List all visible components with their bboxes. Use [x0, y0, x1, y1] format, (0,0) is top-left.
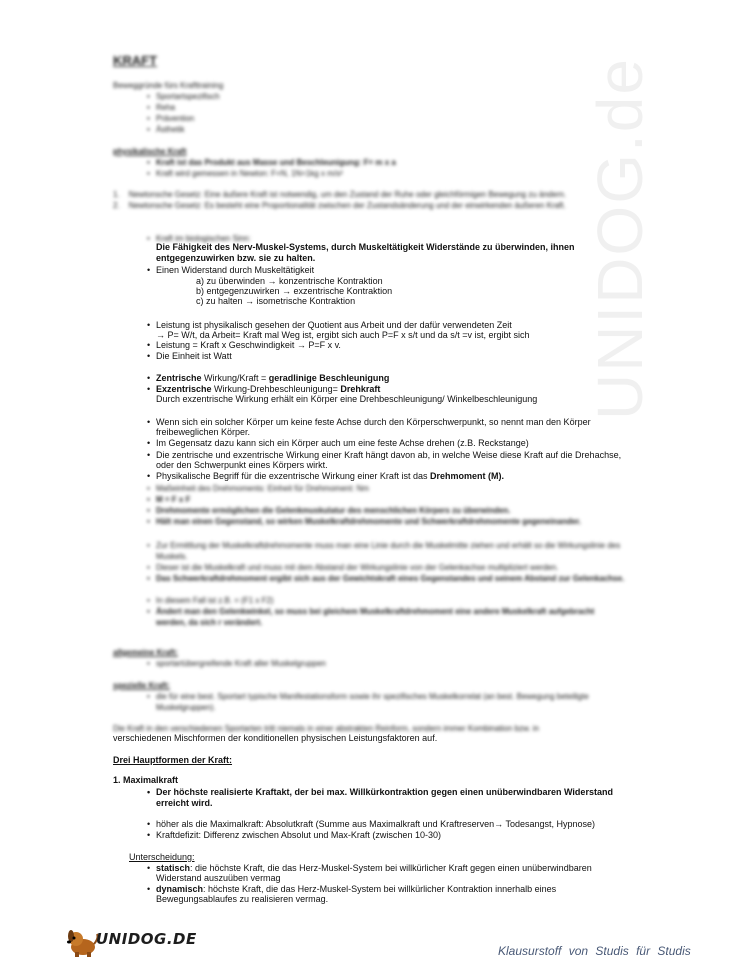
- rotation-line-cont: freibeweglichen Körper.: [156, 427, 251, 437]
- power-formula: → P= W/t, da Arbeit= Kraft mal Weg ist, ergibt sich auch P=F x s/t und da s/t =v ist, ergibt sich: [156, 330, 530, 340]
- central-result: geradlinige Beschleunigung: [268, 373, 390, 383]
- resistance-item: c) zu halten → isometrische Kontraktion: [196, 296, 356, 306]
- general-heading: allgemeine Kraft:: [113, 648, 178, 657]
- resistance-lead: • Einen Widerstand durch Muskeltätigkeit: [156, 265, 314, 276]
- power-line: • Die Einheit ist Watt: [156, 351, 232, 362]
- footer-logo: UNIDOG.DE: [96, 930, 197, 948]
- static-term: statisch: [156, 863, 191, 873]
- central-term: Zentrische: [156, 373, 202, 383]
- central-text: Wirkung/Kraft =: [201, 373, 269, 383]
- blur-line: • Ändert man den Gelenkwinkel, so muss bei gleichem Muskelkraftdrehmoment eine andere Muskelkraft aufgebracht werden, da sich r verändert.: [156, 606, 626, 628]
- static-line-cont: Widerstand auszuüben vermag: [156, 873, 281, 883]
- watermark: UNIDOG.de: [584, 57, 656, 420]
- section-item: • Kraft wird gemessen in Newton: F=N, 1N=1kg x m/s²: [156, 168, 343, 179]
- dynamic-term: dynamisch: [156, 884, 204, 894]
- numbered-item: 2. Newtonsche Gesetz: Es besteht eine Proportionalität zwischen der Zustandsänderung und der einwirkenden äußeren Kraft.: [113, 201, 566, 210]
- dynamic-line-cont: Bewegungsablaufes zu realisieren vermag.: [156, 894, 329, 904]
- maxkraft-heading: 1. Maximalkraft: [113, 775, 179, 785]
- specific-item: • die für eine best. Sportart typische Manifestationsform sowie ihr spezifisches Muskelkorrelat (an best. Bewegung beteiligte Muskelgruppen).: [156, 691, 626, 713]
- specific-heading: spezielle Kraft:: [113, 681, 170, 690]
- footer-tagline: Klausurstoff von Studis für Studis: [498, 944, 691, 958]
- dynamic-text: : höchste Kraft, die das Herz-Muskel-System bei willkürlicher Kontraktion innerhalb eines: [203, 884, 557, 894]
- blur-line: • Dieser ist die Muskelkraft und muss mit dem Abstand der Wirkungslinie von der Gelenkachse multipliziert werden.: [156, 562, 626, 573]
- rotation-text: Physikalische Begriff für die exzentrische Wirkung einer Kraft ist das: [156, 471, 430, 481]
- eccentric-result: Drehkraft: [340, 384, 381, 394]
- section-heading: physikalische Kraft: [113, 147, 187, 156]
- static-text: : die höchste Kraft, die das Herz-Muskel-System bei willkürlicher Kraft gegen einen unüberwindbaren: [190, 863, 592, 873]
- maxkraft-item: • höher als die Maximalkraft: Absolutkraft (Summe aus Maximalkraft und Kraftreserven→ Todesangst, Hypnose): [156, 819, 595, 830]
- torque-term: Drehmoment (M).: [429, 471, 504, 481]
- rotation-line: [156, 471, 504, 482]
- blur-line: • Maßeinheit des Drehmoments: Einheit für Drehmoment: Nm: [156, 483, 369, 494]
- blur-line: • Hält man einen Gegenstand, so wirken Muskelkraftdrehmomente und Schwerkraftdrehmomente gegeneinander.: [156, 516, 626, 527]
- numbered-text: Newtonsche Gesetz: Es besteht eine Proportionalität zwischen der Zustandsänderung und der einwirkenden äußeren Kraft.: [128, 201, 566, 210]
- three-forms-heading: Drei Hauptformen der Kraft:: [113, 755, 233, 765]
- page-title: KRAFT: [113, 53, 158, 68]
- resistance-item: b) entgegenzuwirken → exzentrische Kontraktion: [196, 286, 393, 296]
- intro-item: • Prävention: [156, 113, 194, 124]
- bio-definition: Die Fähigkeit des Nerv-Muskel-Systems, durch Muskeltätigkeit Widerstände zu überwinden, ihnen entgegenzuwirken bzw. sie zu halten.: [156, 242, 575, 263]
- resistance-item: a) zu überwinden → konzentrische Kontraktion: [196, 276, 383, 286]
- dog-logo-icon: [66, 928, 100, 958]
- eccentric-note: Durch exzentrische Wirkung erhält ein Körper eine Drehbeschleunigung/ Winkelbeschleunigung: [156, 394, 538, 404]
- power-line: • Leistung = Kraft x Geschwindigkeit → P=F x v.: [156, 340, 341, 351]
- eccentric-term: Exzentrische: [156, 384, 212, 394]
- rotation-line-cont: oder den Schwerpunkt eines Körpers wirkt.: [156, 460, 328, 470]
- intro-item: • Sportartspezifisch: [156, 91, 220, 102]
- unterscheidung-heading: Unterscheidung:: [129, 852, 195, 862]
- power-line: • Leistung ist physikalisch gesehen der Quotient aus Arbeit und der dafür verwendeten Zeit: [156, 320, 512, 331]
- mix-line: verschiedenen Mischformen der konditionellen physischen Leistungsfaktoren auf.: [113, 733, 438, 743]
- intro-text: Beweggründe fürs Krafttraining: [113, 81, 224, 90]
- blur-line: • In diesem Fall ist z.B. = (F1 x F2): [156, 595, 274, 606]
- rotation-line: • Die zentrische und exzentrische Wirkung einer Kraft hängt davon ab, in welche Weise diese Kraft auf die Drehachse,: [156, 450, 621, 461]
- rotation-line: • Im Gegensatz dazu kann sich ein Körper auch um eine feste Achse drehen (z.B. Reckstange): [156, 438, 529, 449]
- blur-line: • Zur Ermittlung der Muskelkraftdrehmomente muss man eine Linie durch die Muskelmitte ziehen und erhält so die Wirkungslinie des Muskels.: [156, 540, 626, 562]
- eccentric-text: Wirkung-Drehbeschleunigung=: [211, 384, 341, 394]
- mix-line-blurred: Die Kraft in den verschiedenen Sportarten tritt niemals in einer abstrakten Reinform, sondern immer Kombination bzw. in: [113, 724, 539, 733]
- intro-item: • Reha: [156, 102, 175, 113]
- rotation-line: • Wenn sich ein solcher Körper um keine feste Achse durch den Körperschwerpunkt, so nennt man den Körper: [156, 417, 591, 428]
- blur-line: • Das Schwerkraftdrehmoment ergibt sich aus der Gewichtskraft eines Gegenstandes und seinem Abstand zur Gelenkachse.: [156, 573, 626, 584]
- blur-line: • M = F x F: [156, 494, 190, 505]
- numbered-text: Newtonsche Gesetz: Eine äußere Kraft ist notwendig, um den Zustand der Ruhe oder gleichförmigen Bewegung zu ändern.: [128, 190, 567, 199]
- blur-line: • Drehmomente ermöglichen die Gelenkmuskulatur des menschlichen Körpers zu überwinden.: [156, 505, 626, 516]
- maxkraft-definition: • Der höchste realisierte Kraftakt, der bei max. Willkürkontraktion gegen einen unüberwindbaren Widerstand erreicht wird.: [156, 787, 636, 809]
- bio-label: • Kraft im biologischen Sinn:: [156, 233, 251, 244]
- maxkraft-item: • Kraftdefizit: Differenz zwischen Absolut und Max-Kraft (zwischen 10-30): [156, 830, 441, 841]
- general-item: • sportartübergreifende Kraft aller Muskelgruppen: [156, 658, 326, 669]
- central-line: [156, 373, 389, 384]
- section-item: • Kraft ist das Produkt aus Masse und Beschleunigung: F= m x a: [156, 157, 396, 168]
- numbered-item: 1. Newtonsche Gesetz: Eine äußere Kraft ist notwendig, um den Zustand der Ruhe oder gleichförmigen Bewegung zu ändern.: [113, 190, 567, 199]
- intro-item: • Ästhetik: [156, 124, 184, 135]
